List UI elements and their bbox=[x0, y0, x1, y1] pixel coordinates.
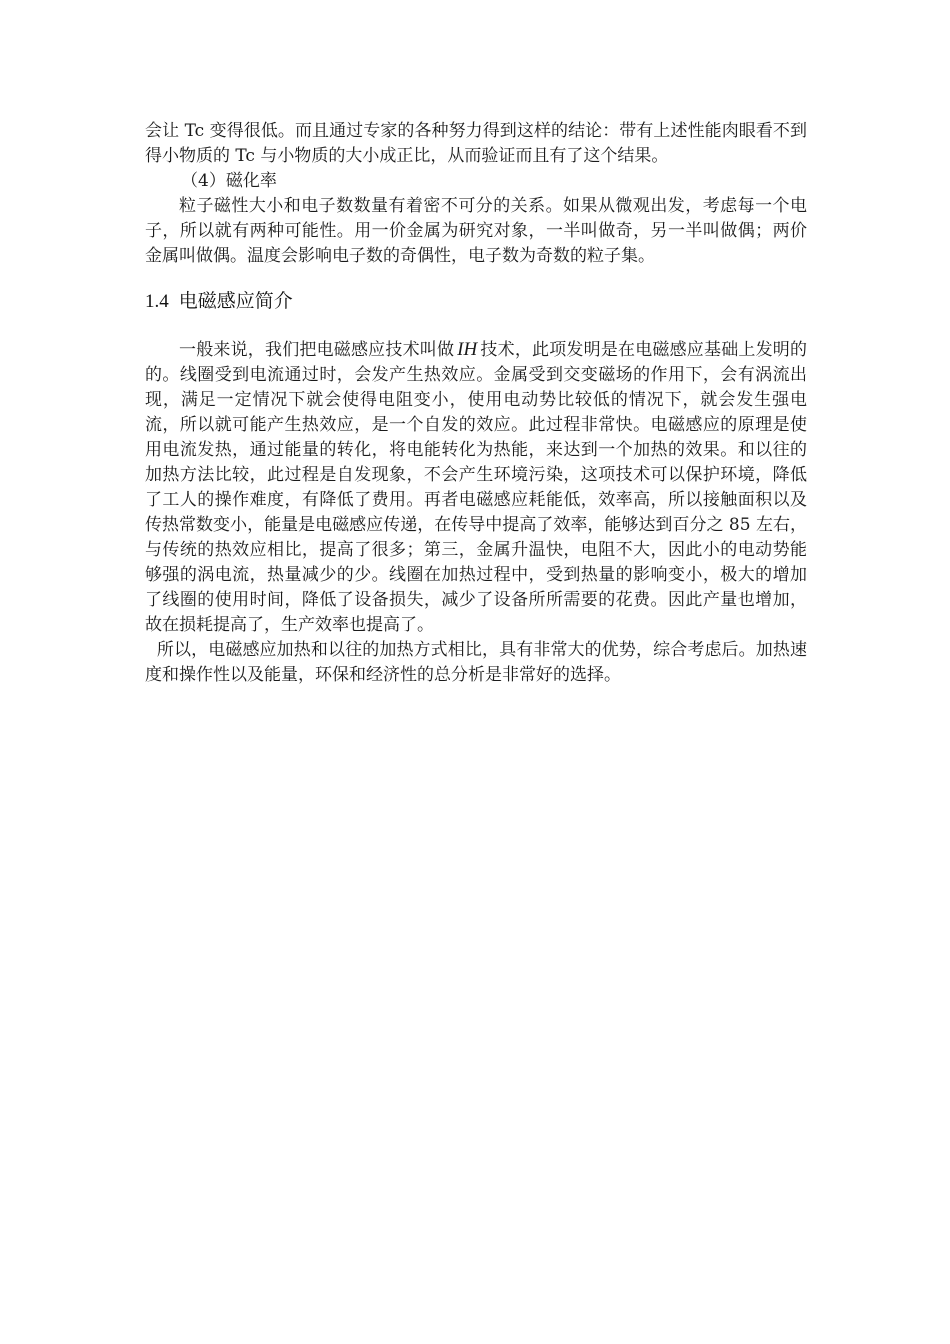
paragraph-ih-text-start: 一般来说，我们把电磁感应技术叫做 bbox=[179, 340, 455, 360]
paragraph-magnetization: 粒子磁性大小和电子数数量有着密不可分的关系。如果从微观出发，考虑每一个电子，所以就有两种可能性。用一价金属为研究对象，一半叫做奇，另一半叫做偶；两价金属叫做偶。温度会影响电子数的奇偶性，电子数为奇数的粒子集。 bbox=[145, 196, 807, 266]
paragraph-conclusion: 所以，电磁感应加热和以往的加热方式相比，具有非常大的优势，综合考虑后。加热速度和操作性以及能量，环保和经济性的总分析是非常好的选择。 bbox=[145, 640, 807, 685]
paragraph-ih-technology bbox=[145, 337, 807, 638]
document-body bbox=[145, 119, 807, 688]
paragraph-ih-text-rest: 技术，此项发明是在电磁感应基础上发明的的。线圈受到电流通过时，会发产生热效应。金属受到交变磁场的作用下，会有涡流出现，满足一定情况下就会使得电阻变小，使用电动势比较低的情况下，就会发生强电流，所以就可能产生热效应，是一个自发的效应。此过程非常快。电磁感应的原理是使用电流发热，通过能量的转化，将电能转化为热能，来达到一个加热的效果。和以往的加热方法比较，此过程是自发现象，不会产生环境污染，这项技术可以保护环境，降低了工人的操作难度，有降低了费用。再者电磁感应耗能低，效率高，所以接触面积以及传热常数变小，能量是电磁感应传递，在传导中提高了效率，能够达到百分之 85 左右，与传统的热效应相比，提高了很多；第三，金属升温快，电阻不大，因此小的电动势能够强的涡电流，热量减少的少。线圈在加热过程中，受到热量的影响变小，极大的增加了线圈的使用时间，降低了设备损失，减少了设备所所需要的花费。因此产量也增加，故在损耗提高了，生产效率也提高了。 bbox=[145, 340, 807, 635]
section-number: 1.4 bbox=[145, 291, 169, 312]
section-heading bbox=[145, 287, 807, 316]
section-title: 电磁感应简介 bbox=[178, 290, 293, 312]
subheading-magnetization: （4）磁化率 bbox=[181, 171, 277, 191]
ih-math-symbol: IH bbox=[457, 339, 478, 360]
paragraph-tc-continuation: 会让 Tc 变得很低。而且通过专家的各种努力得到这样的结论：带有上述性能肉眼看不到得小物质的 Tc 与小物质的大小成正比，从而验证而且有了这个结果。 bbox=[145, 121, 807, 166]
